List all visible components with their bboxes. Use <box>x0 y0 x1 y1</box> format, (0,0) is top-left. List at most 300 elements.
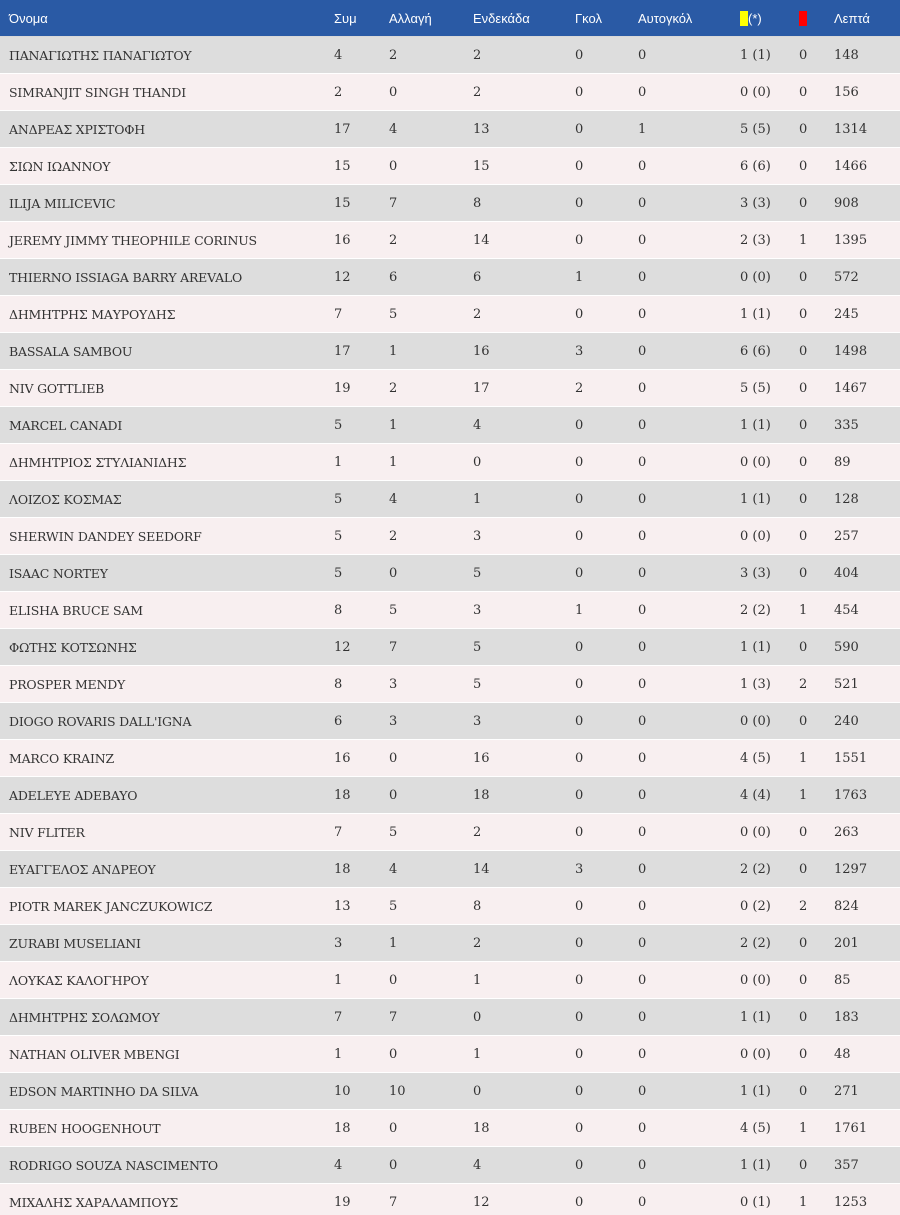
player-name[interactable]: NATHAN OLIVER MBENGI <box>0 1036 334 1073</box>
player-goals: 0 <box>575 1184 638 1215</box>
table-row <box>0 629 900 666</box>
player-sub: 0 <box>389 962 473 999</box>
table-row <box>0 740 900 777</box>
player-appearances: 5 <box>334 407 389 444</box>
player-yellow-cards: 1 (1) <box>740 1073 799 1110</box>
table-row <box>0 1184 900 1215</box>
player-red-cards: 0 <box>799 370 834 407</box>
player-appearances: 10 <box>334 1073 389 1110</box>
table-row <box>0 1073 900 1110</box>
player-minutes: 404 <box>834 555 900 592</box>
player-yellow-cards: 2 (2) <box>740 925 799 962</box>
player-sub: 0 <box>389 74 473 111</box>
player-appearances: 19 <box>334 1184 389 1215</box>
player-red-cards: 0 <box>799 185 834 222</box>
header-name[interactable]: Όνομα <box>0 0 334 37</box>
player-yellow-cards: 6 (6) <box>740 148 799 185</box>
player-sub: 0 <box>389 148 473 185</box>
table-row <box>0 259 900 296</box>
player-starting: 5 <box>473 555 575 592</box>
header-yellow-cards[interactable] <box>740 0 799 37</box>
player-starting: 0 <box>473 999 575 1036</box>
player-yellow-cards: 0 (0) <box>740 518 799 555</box>
player-yellow-cards: 3 (3) <box>740 555 799 592</box>
player-sub: 3 <box>389 703 473 740</box>
player-own-goals: 0 <box>638 222 740 259</box>
player-yellow-cards: 1 (1) <box>740 407 799 444</box>
player-red-cards: 2 <box>799 666 834 703</box>
player-appearances: 4 <box>334 1147 389 1184</box>
player-yellow-cards: 0 (1) <box>740 1184 799 1215</box>
player-minutes: 1297 <box>834 851 900 888</box>
player-sub: 4 <box>389 111 473 148</box>
table-row <box>0 148 900 185</box>
player-appearances: 18 <box>334 777 389 814</box>
player-starting: 2 <box>473 925 575 962</box>
player-red-cards: 1 <box>799 592 834 629</box>
player-yellow-cards: 6 (6) <box>740 333 799 370</box>
player-starting: 18 <box>473 1110 575 1147</box>
player-own-goals: 0 <box>638 1147 740 1184</box>
player-own-goals: 0 <box>638 1036 740 1073</box>
player-minutes: 1763 <box>834 777 900 814</box>
player-own-goals: 0 <box>638 1110 740 1147</box>
player-starting: 16 <box>473 740 575 777</box>
player-minutes: 357 <box>834 1147 900 1184</box>
player-sub: 1 <box>389 925 473 962</box>
table-row <box>0 814 900 851</box>
player-appearances: 1 <box>334 444 389 481</box>
table-row <box>0 962 900 999</box>
player-name[interactable]: MARCEL CANADI <box>0 407 334 444</box>
player-name[interactable]: ΛΟΙΖΟΣ ΚΟΣΜΑΣ <box>0 481 334 518</box>
player-red-cards: 0 <box>799 851 834 888</box>
player-starting: 4 <box>473 407 575 444</box>
player-goals: 0 <box>575 555 638 592</box>
player-starting: 6 <box>473 259 575 296</box>
player-red-cards: 0 <box>799 74 834 111</box>
player-name[interactable]: RUBEN HOOGENHOUT <box>0 1110 334 1147</box>
table-row <box>0 999 900 1036</box>
player-minutes: 201 <box>834 925 900 962</box>
player-name[interactable]: EDSON MARTINHO DA SILVA <box>0 1073 334 1110</box>
table-row <box>0 1110 900 1147</box>
header-appearances[interactable]: Συμ <box>334 0 389 37</box>
player-own-goals: 0 <box>638 37 740 74</box>
table-row <box>0 888 900 925</box>
player-sub: 5 <box>389 592 473 629</box>
player-minutes: 271 <box>834 1073 900 1110</box>
player-appearances: 18 <box>334 851 389 888</box>
player-starting: 0 <box>473 444 575 481</box>
player-name[interactable]: ΔΗΜΗΤΡΗΣ ΜΑΥΡΟΥΔΗΣ <box>0 296 334 333</box>
player-red-cards: 0 <box>799 703 834 740</box>
player-red-cards: 0 <box>799 1073 834 1110</box>
player-minutes: 156 <box>834 74 900 111</box>
player-goals: 0 <box>575 1110 638 1147</box>
player-red-cards: 0 <box>799 111 834 148</box>
player-appearances: 7 <box>334 999 389 1036</box>
player-sub: 6 <box>389 259 473 296</box>
player-red-cards: 1 <box>799 740 834 777</box>
table-row <box>0 851 900 888</box>
player-minutes: 1314 <box>834 111 900 148</box>
player-name[interactable]: RODRIGO SOUZA NASCIMENTO <box>0 1147 334 1184</box>
player-minutes: 128 <box>834 481 900 518</box>
table-row <box>0 111 900 148</box>
player-minutes: 590 <box>834 629 900 666</box>
player-sub: 1 <box>389 444 473 481</box>
player-yellow-cards: 0 (0) <box>740 703 799 740</box>
player-starting: 14 <box>473 222 575 259</box>
table-row <box>0 333 900 370</box>
player-yellow-cards: 1 (1) <box>740 629 799 666</box>
player-red-cards: 0 <box>799 1036 834 1073</box>
player-minutes: 85 <box>834 962 900 999</box>
player-sub: 7 <box>389 999 473 1036</box>
player-red-cards: 2 <box>799 888 834 925</box>
player-starting: 14 <box>473 851 575 888</box>
player-own-goals: 0 <box>638 1184 740 1215</box>
player-own-goals: 0 <box>638 518 740 555</box>
player-sub: 3 <box>389 666 473 703</box>
player-own-goals: 0 <box>638 481 740 518</box>
player-own-goals: 0 <box>638 666 740 703</box>
player-goals: 0 <box>575 740 638 777</box>
table-row <box>0 666 900 703</box>
table-row <box>0 592 900 629</box>
player-appearances: 16 <box>334 740 389 777</box>
player-appearances: 1 <box>334 962 389 999</box>
table-row <box>0 1036 900 1073</box>
player-appearances: 4 <box>334 37 389 74</box>
header-goals[interactable]: Γκολ <box>575 0 638 37</box>
player-goals: 3 <box>575 851 638 888</box>
player-minutes: 245 <box>834 296 900 333</box>
player-sub: 0 <box>389 1036 473 1073</box>
player-starting: 8 <box>473 185 575 222</box>
player-starting: 17 <box>473 370 575 407</box>
player-starting: 2 <box>473 296 575 333</box>
player-yellow-cards: 1 (1) <box>740 999 799 1036</box>
player-minutes: 257 <box>834 518 900 555</box>
player-minutes: 1761 <box>834 1110 900 1147</box>
player-starting: 16 <box>473 333 575 370</box>
header-starting[interactable]: Ενδεκάδα <box>473 0 575 37</box>
player-own-goals: 0 <box>638 407 740 444</box>
player-yellow-cards: 1 (1) <box>740 481 799 518</box>
player-own-goals: 0 <box>638 592 740 629</box>
player-red-cards: 0 <box>799 259 834 296</box>
player-goals: 0 <box>575 185 638 222</box>
player-own-goals: 0 <box>638 740 740 777</box>
player-own-goals: 0 <box>638 74 740 111</box>
player-name[interactable]: ΔΗΜΗΤΡΗΣ ΣΟΛΩΜΟΥ <box>0 999 334 1036</box>
player-appearances: 5 <box>334 555 389 592</box>
player-red-cards: 0 <box>799 296 834 333</box>
player-appearances: 1 <box>334 1036 389 1073</box>
player-red-cards: 0 <box>799 555 834 592</box>
player-starting: 8 <box>473 888 575 925</box>
table-row <box>0 74 900 111</box>
player-name[interactable]: ΛΟΥΚΑΣ ΚΑΛΟΓΗΡΟΥ <box>0 962 334 999</box>
player-yellow-cards: 0 (0) <box>740 814 799 851</box>
header-own-goals[interactable]: Αυτογκόλ <box>638 0 740 37</box>
player-appearances: 6 <box>334 703 389 740</box>
player-name[interactable]: ELISHA BRUCE SAM <box>0 592 334 629</box>
player-goals: 0 <box>575 444 638 481</box>
player-minutes: 824 <box>834 888 900 925</box>
player-appearances: 5 <box>334 518 389 555</box>
player-appearances: 13 <box>334 888 389 925</box>
player-name[interactable]: ILIJA MILICEVIC <box>0 185 334 222</box>
player-starting: 2 <box>473 37 575 74</box>
table-row <box>0 703 900 740</box>
player-own-goals: 1 <box>638 111 740 148</box>
player-sub: 0 <box>389 777 473 814</box>
player-name[interactable]: ΜΙΧΑΛΗΣ ΧΑΡΑΛΑΜΠΟΥΣ <box>0 1184 334 1215</box>
player-own-goals: 0 <box>638 148 740 185</box>
player-minutes: 1498 <box>834 333 900 370</box>
table-row <box>0 481 900 518</box>
player-goals: 0 <box>575 111 638 148</box>
player-appearances: 16 <box>334 222 389 259</box>
player-red-cards: 1 <box>799 222 834 259</box>
player-red-cards: 0 <box>799 333 834 370</box>
player-minutes: 454 <box>834 592 900 629</box>
player-yellow-cards: 3 (3) <box>740 185 799 222</box>
player-name[interactable]: NIV FLITER <box>0 814 334 851</box>
player-yellow-cards: 0 (0) <box>740 1036 799 1073</box>
player-minutes: 183 <box>834 999 900 1036</box>
player-name[interactable]: ΔΗΜΗΤΡΙΟΣ ΣΤΥΛΙΑΝΙΔΗΣ <box>0 444 334 481</box>
player-red-cards: 0 <box>799 925 834 962</box>
player-yellow-cards: 2 (2) <box>740 592 799 629</box>
player-appearances: 18 <box>334 1110 389 1147</box>
table-row <box>0 222 900 259</box>
player-yellow-cards: 1 (1) <box>740 37 799 74</box>
player-own-goals: 0 <box>638 925 740 962</box>
player-name[interactable]: SHERWIN DANDEY SEEDORF <box>0 518 334 555</box>
player-sub: 7 <box>389 629 473 666</box>
player-sub: 0 <box>389 1147 473 1184</box>
player-appearances: 12 <box>334 259 389 296</box>
player-goals: 0 <box>575 1073 638 1110</box>
player-sub: 2 <box>389 370 473 407</box>
player-appearances: 17 <box>334 111 389 148</box>
table-row <box>0 370 900 407</box>
player-red-cards: 0 <box>799 962 834 999</box>
player-name[interactable]: ΦΩΤΗΣ ΚΟΤΣΩΝΗΣ <box>0 629 334 666</box>
player-yellow-cards: 1 (1) <box>740 296 799 333</box>
player-sub: 4 <box>389 851 473 888</box>
player-starting: 15 <box>473 148 575 185</box>
table-body <box>0 37 900 1215</box>
table-row <box>0 925 900 962</box>
player-goals: 3 <box>575 333 638 370</box>
player-red-cards: 1 <box>799 1184 834 1215</box>
player-name[interactable]: ΣΙΩΝ ΙΩΑΝΝΟΥ <box>0 148 334 185</box>
player-red-cards: 0 <box>799 148 834 185</box>
player-goals: 0 <box>575 814 638 851</box>
player-yellow-cards: 2 (3) <box>740 222 799 259</box>
table-row <box>0 444 900 481</box>
player-own-goals: 0 <box>638 370 740 407</box>
player-name[interactable]: SIMRANJIT SINGH THANDI <box>0 74 334 111</box>
player-sub: 0 <box>389 555 473 592</box>
player-goals: 0 <box>575 74 638 111</box>
table-row <box>0 777 900 814</box>
player-own-goals: 0 <box>638 555 740 592</box>
player-own-goals: 0 <box>638 999 740 1036</box>
player-own-goals: 0 <box>638 629 740 666</box>
player-starting: 3 <box>473 518 575 555</box>
player-goals: 2 <box>575 370 638 407</box>
player-yellow-cards: 0 (0) <box>740 444 799 481</box>
player-red-cards: 0 <box>799 444 834 481</box>
table-row <box>0 407 900 444</box>
player-appearances: 12 <box>334 629 389 666</box>
table-row <box>0 518 900 555</box>
player-name[interactable]: DIOGO ROVARIS DALL'IGNA <box>0 703 334 740</box>
player-name[interactable]: MARCO KRAINZ <box>0 740 334 777</box>
player-name[interactable]: THIERNO ISSIAGA BARRY AREVALO <box>0 259 334 296</box>
table-header-row <box>0 0 900 37</box>
player-name[interactable]: ISAAC NORTEY <box>0 555 334 592</box>
player-own-goals: 0 <box>638 777 740 814</box>
player-red-cards: 0 <box>799 518 834 555</box>
player-sub: 1 <box>389 407 473 444</box>
player-red-cards: 1 <box>799 1110 834 1147</box>
player-name[interactable]: PIOTR MAREK JANCZUKOWICZ <box>0 888 334 925</box>
player-appearances: 5 <box>334 481 389 518</box>
player-minutes: 521 <box>834 666 900 703</box>
player-name[interactable]: JEREMY JIMMY THEOPHILE CORINUS <box>0 222 334 259</box>
header-red-cards[interactable] <box>799 0 834 37</box>
player-minutes: 335 <box>834 407 900 444</box>
red-card-icon <box>799 11 807 26</box>
player-minutes: 1467 <box>834 370 900 407</box>
player-goals: 0 <box>575 888 638 925</box>
player-minutes: 908 <box>834 185 900 222</box>
player-sub: 1 <box>389 333 473 370</box>
player-yellow-cards: 4 (4) <box>740 777 799 814</box>
player-name[interactable]: ADELEYE ADEBAYO <box>0 777 334 814</box>
player-yellow-cards: 0 (0) <box>740 962 799 999</box>
player-sub: 10 <box>389 1073 473 1110</box>
player-yellow-cards: 5 (5) <box>740 111 799 148</box>
player-yellow-cards: 4 (5) <box>740 740 799 777</box>
player-sub: 5 <box>389 814 473 851</box>
player-sub: 0 <box>389 1110 473 1147</box>
player-goals: 0 <box>575 37 638 74</box>
player-name[interactable]: ΕΥΑΓΓΕΛΟΣ ΑΝΔΡΕΟΥ <box>0 851 334 888</box>
player-appearances: 15 <box>334 185 389 222</box>
player-name[interactable]: ΠΑΝΑΓΙΩΤΗΣ ΠΑΝΑΓΙΩΤΟΥ <box>0 37 334 74</box>
player-starting: 3 <box>473 592 575 629</box>
table-row <box>0 1147 900 1184</box>
player-minutes: 572 <box>834 259 900 296</box>
header-minutes[interactable]: Λεπτά <box>834 0 900 37</box>
header-yellow-suffix: (*) <box>748 11 762 27</box>
player-starting: 4 <box>473 1147 575 1184</box>
player-name[interactable]: BASSALA SAMBOU <box>0 333 334 370</box>
player-yellow-cards: 0 (0) <box>740 259 799 296</box>
player-red-cards: 0 <box>799 1147 834 1184</box>
player-appearances: 17 <box>334 333 389 370</box>
player-own-goals: 0 <box>638 259 740 296</box>
player-minutes: 240 <box>834 703 900 740</box>
player-appearances: 7 <box>334 296 389 333</box>
player-minutes: 148 <box>834 37 900 74</box>
player-sub: 2 <box>389 37 473 74</box>
player-yellow-cards: 1 (3) <box>740 666 799 703</box>
player-own-goals: 0 <box>638 1073 740 1110</box>
player-starting: 12 <box>473 1184 575 1215</box>
player-red-cards: 0 <box>799 481 834 518</box>
player-name[interactable]: NIV GOTTLIEB <box>0 370 334 407</box>
player-goals: 0 <box>575 407 638 444</box>
player-goals: 0 <box>575 1147 638 1184</box>
player-starting: 18 <box>473 777 575 814</box>
player-appearances: 8 <box>334 592 389 629</box>
player-own-goals: 0 <box>638 703 740 740</box>
player-minutes: 1551 <box>834 740 900 777</box>
player-yellow-cards: 1 (1) <box>740 1147 799 1184</box>
player-sub: 7 <box>389 185 473 222</box>
player-goals: 0 <box>575 962 638 999</box>
player-sub: 4 <box>389 481 473 518</box>
player-yellow-cards: 0 (0) <box>740 74 799 111</box>
player-yellow-cards: 5 (5) <box>740 370 799 407</box>
player-starting: 13 <box>473 111 575 148</box>
player-name[interactable]: ZURABI MUSELIANI <box>0 925 334 962</box>
player-yellow-cards: 0 (2) <box>740 888 799 925</box>
player-own-goals: 0 <box>638 333 740 370</box>
player-minutes: 1253 <box>834 1184 900 1215</box>
player-own-goals: 0 <box>638 296 740 333</box>
player-minutes: 263 <box>834 814 900 851</box>
player-red-cards: 0 <box>799 814 834 851</box>
player-goals: 0 <box>575 777 638 814</box>
player-goals: 0 <box>575 481 638 518</box>
player-appearances: 3 <box>334 925 389 962</box>
player-goals: 0 <box>575 1036 638 1073</box>
player-goals: 0 <box>575 629 638 666</box>
player-starting: 5 <box>473 666 575 703</box>
player-starting: 3 <box>473 703 575 740</box>
player-red-cards: 0 <box>799 407 834 444</box>
player-own-goals: 0 <box>638 185 740 222</box>
player-starting: 2 <box>473 814 575 851</box>
player-appearances: 2 <box>334 74 389 111</box>
player-name[interactable]: PROSPER MENDY <box>0 666 334 703</box>
player-goals: 0 <box>575 703 638 740</box>
yellow-card-icon <box>740 11 748 26</box>
player-goals: 0 <box>575 999 638 1036</box>
player-own-goals: 0 <box>638 444 740 481</box>
player-yellow-cards: 4 (5) <box>740 1110 799 1147</box>
player-red-cards: 1 <box>799 777 834 814</box>
player-own-goals: 0 <box>638 814 740 851</box>
player-sub: 2 <box>389 518 473 555</box>
player-name[interactable]: ΑΝΔΡΕΑΣ ΧΡΙΣΤΟΦΗ <box>0 111 334 148</box>
table-row <box>0 37 900 74</box>
player-sub: 2 <box>389 222 473 259</box>
header-sub[interactable]: Αλλαγή <box>389 0 473 37</box>
player-sub: 0 <box>389 740 473 777</box>
player-starting: 1 <box>473 1036 575 1073</box>
